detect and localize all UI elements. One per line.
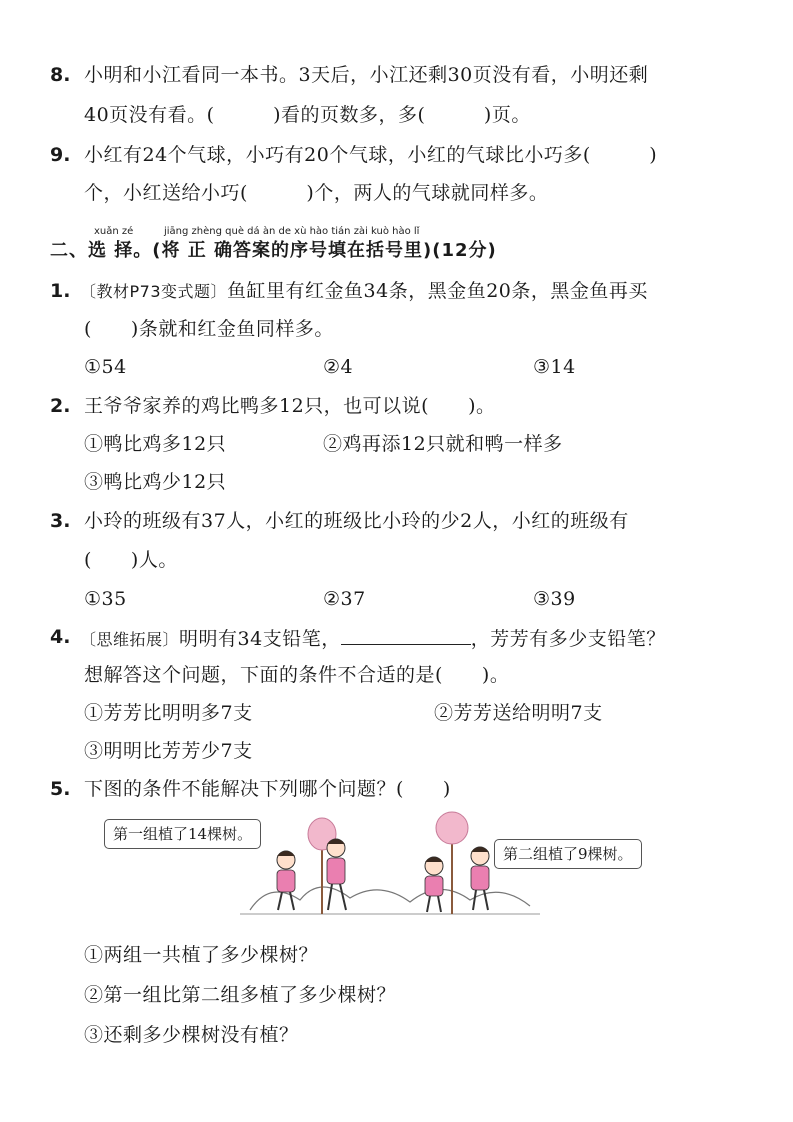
- option: ③还剩多少棵树没有植？: [84, 1024, 299, 1046]
- question-text: ( )人。: [84, 549, 178, 571]
- question-tag: 〔思维拓展〕: [80, 630, 180, 649]
- question-text: [80, 278, 648, 305]
- option: ②第一组比第二组多植了多少棵树？: [84, 984, 397, 1006]
- question-number: 1.: [50, 280, 71, 302]
- option: ①鸭比鸡多12只: [84, 433, 227, 455]
- option: ③鸭比鸡少12只: [84, 471, 227, 493]
- section-title: 二、选 择。(将 正 确答案的序号填在括号里)(12分): [50, 240, 497, 261]
- question-text: 下图的条件不能解决下列哪个问题？( ): [84, 778, 451, 800]
- question-text: 想解答这个问题，下面的条件不合适的是( )。: [84, 664, 510, 686]
- question-text: ( )条就和红金鱼同样多。: [84, 318, 334, 340]
- speech-bubble-group2: 第二组植了9棵树。: [494, 839, 642, 869]
- question-number: 2.: [50, 395, 71, 417]
- option: ③明明比芳芳少7支: [84, 740, 253, 762]
- question-text: 小红有24个气球，小巧有20个气球，小红的气球比小巧多( ): [84, 144, 658, 166]
- pinyin-instructions: jiāng zhèng què dá àn de xù hào tián zài kuò hào lǐ: [164, 226, 420, 237]
- option: ③14: [533, 356, 576, 378]
- option: ①54: [84, 356, 127, 378]
- question-number: 5.: [50, 778, 71, 800]
- option: ①35: [84, 588, 127, 610]
- question-number: 4.: [50, 626, 71, 648]
- option: ③39: [533, 588, 576, 610]
- pinyin-xuanze: xuǎn zé: [94, 226, 134, 237]
- question-text: 小玲的班级有37人，小红的班级比小玲的少2人，小红的班级有: [84, 510, 629, 532]
- question-stem: ，芳芳有多少支铅笔？: [470, 628, 666, 650]
- option: ②鸡再添12只就和鸭一样多: [323, 433, 563, 455]
- option: ②37: [323, 588, 366, 610]
- question-text: 40页没有看。( )看的页数多，多( )页。: [84, 104, 531, 126]
- question-number: 8.: [50, 64, 71, 86]
- question-text: 王爷爷家养的鸡比鸭多12只，也可以说( )。: [84, 395, 496, 417]
- question-text: 个，小红送给小巧( )个，两人的气球就同样多。: [84, 182, 549, 204]
- option: ①两组一共植了多少棵树？: [84, 944, 319, 966]
- question-number: 9.: [50, 144, 71, 166]
- option: ②芳芳送给明明7支: [434, 702, 603, 724]
- question-tag: 〔教材P73变式题〕: [80, 282, 228, 301]
- question-text: [80, 624, 666, 653]
- answer-blank[interactable]: [341, 624, 471, 645]
- option: ②4: [323, 356, 354, 378]
- question-stem: 鱼缸里有红金鱼34条，黑金鱼20条，黑金鱼再买: [227, 280, 648, 302]
- question-text: 小明和小江看同一本书。3天后，小江还剩30页没有看，小明还剩: [84, 64, 649, 86]
- speech-bubble-group1: 第一组植了14棵树。: [104, 819, 261, 849]
- option: ①芳芳比明明多7支: [84, 702, 253, 724]
- question-stem: 明明有34支铅笔，: [179, 628, 341, 650]
- tree-planting-illustration: [230, 810, 550, 930]
- question-number: 3.: [50, 510, 71, 532]
